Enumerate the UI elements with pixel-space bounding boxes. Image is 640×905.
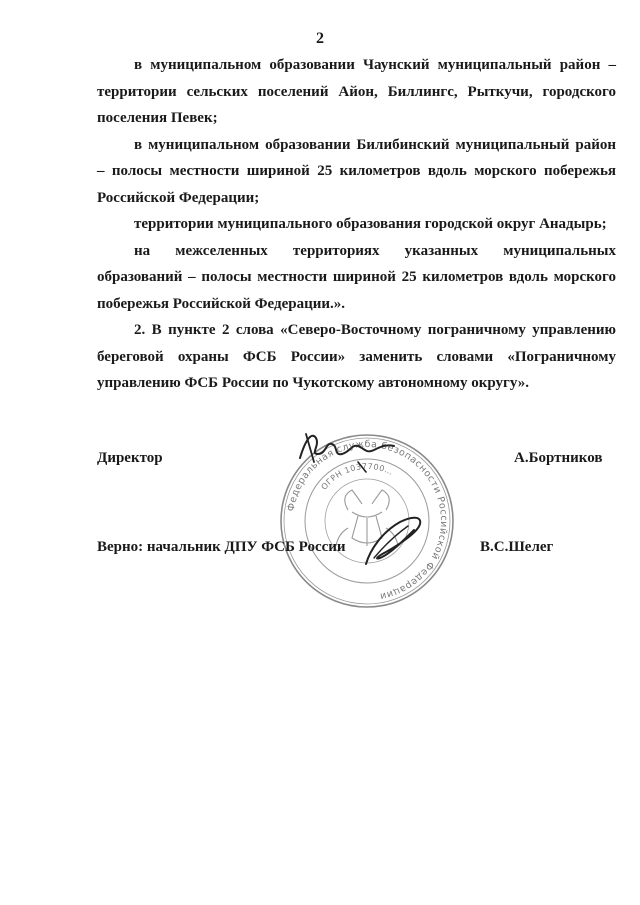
page-number: 2: [316, 30, 324, 47]
director-title: Директор: [97, 450, 163, 466]
seal-outer-text: Федеральная служба безопасности Российской Федерации: [285, 438, 450, 602]
paragraph-anadyr: территории муниципального образования городской округ Анадырь;: [134, 216, 607, 232]
certifier-signature: [360, 510, 430, 570]
paragraph-intersettlement: на межселенных территориях указанных муниципальных образований – полосы местности шириной 25 километров вдоль морского побережья Российской Федерации.».: [97, 242, 616, 312]
document-body: [97, 52, 616, 397]
certified-name: В.С.Шелег: [480, 539, 554, 555]
certified-label: Верно: начальник ДПУ ФСБ России: [97, 539, 346, 555]
paragraph-chaunsky: в муниципальном образовании Чаунский муниципальный район – территории сельских поселений Айон, Биллингс, Рыткучи, городского поселения Певек;: [97, 57, 616, 126]
paragraph-item-2: 2. В пункте 2 слова «Северо-Восточному пограничному управлению береговой охраны ФСБ России» заменить словами «Пограничному управлению ФСБ России по Чукотскому автономному округу».: [97, 322, 616, 391]
director-signature: [296, 428, 396, 473]
paragraph-bilibinsky: в муниципальном образовании Билибинский муниципальный район – полосы местности шириной 25 километров вдоль морского побережья Российской Федерации;: [97, 136, 616, 206]
seal-inner-text: ОГРН 1037700…: [319, 461, 395, 492]
director-name: А.Бортников: [514, 450, 603, 466]
